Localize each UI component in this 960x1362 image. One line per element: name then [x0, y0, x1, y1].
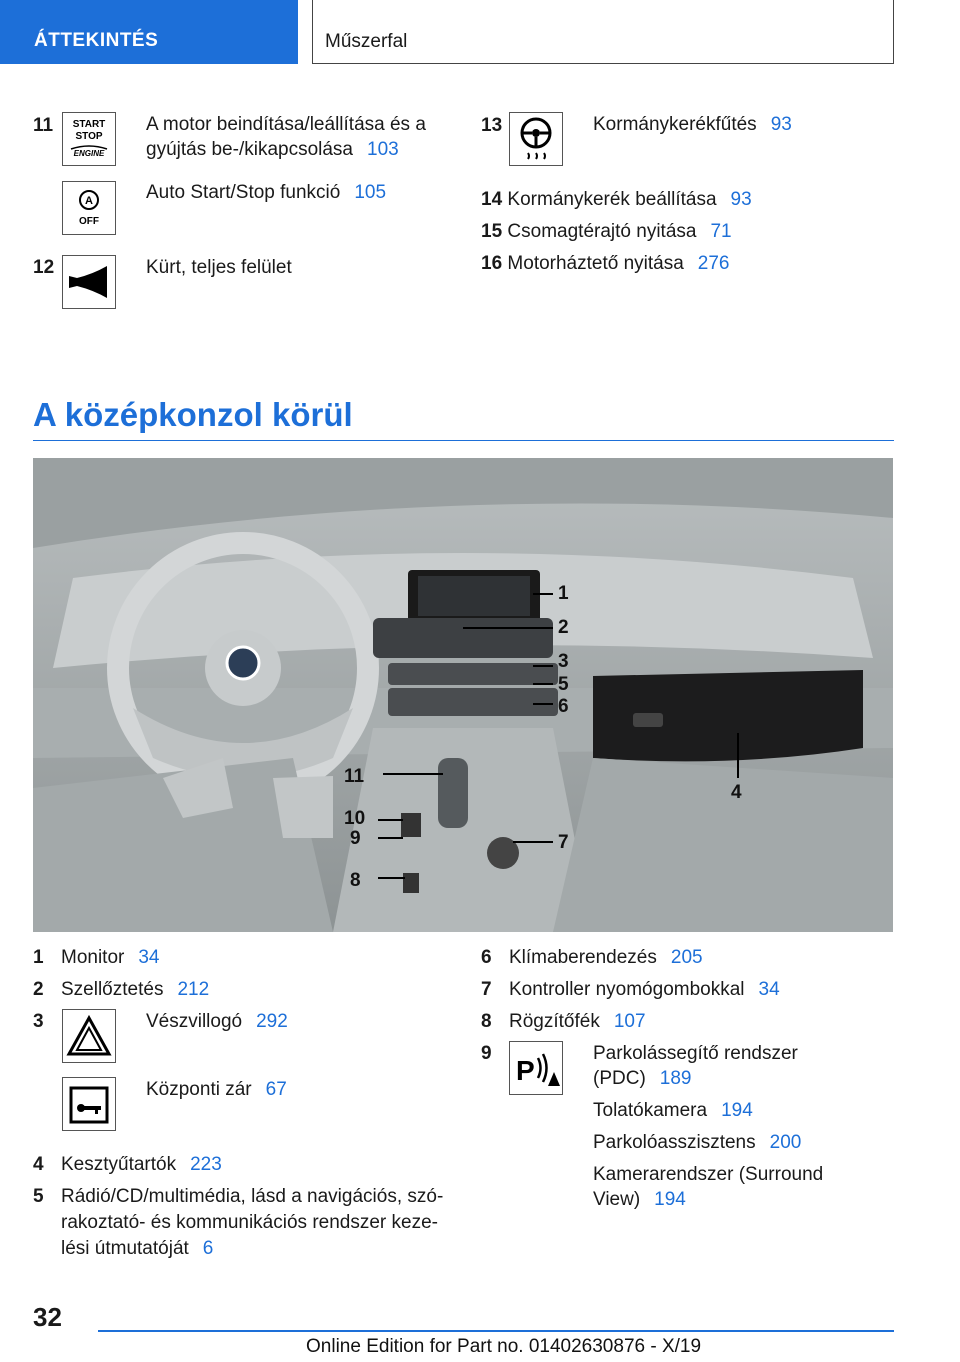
item-text: Kesztyűtartók: [61, 1154, 177, 1175]
item-text: Kürt, teljes felület: [146, 257, 292, 278]
item-number: 13: [481, 115, 503, 136]
item-number: 16: [481, 253, 503, 274]
item-text: Kormánykerék beállítása: [507, 189, 717, 210]
item-text: Parkolássegítő rendszer (PDC): [593, 1043, 798, 1089]
item-number: 11: [33, 115, 54, 136]
item-number: 4: [33, 1154, 44, 1175]
page-ref-link[interactable]: 276: [697, 253, 730, 274]
list-item: [593, 1041, 853, 1091]
list-item: [481, 945, 703, 970]
photo-label: 3: [558, 651, 569, 672]
photo-label: 11: [344, 766, 365, 787]
item-text: Csomagtérajtó nyitása: [507, 221, 697, 242]
item-text: Központi zár: [146, 1079, 252, 1100]
item-text: Parkolóasszisztens: [593, 1132, 756, 1153]
page-ref-link[interactable]: 103: [367, 139, 399, 160]
photo-label: 7: [558, 832, 569, 853]
item-number: 8: [481, 1011, 492, 1032]
photo-label: 4: [731, 782, 742, 803]
list-item: [593, 1098, 753, 1123]
title-divider: [33, 440, 894, 441]
page-ref-link[interactable]: 205: [670, 947, 703, 968]
list-item: [481, 219, 732, 244]
page-ref-link[interactable]: 71: [710, 221, 732, 242]
item-text: Monitor: [61, 947, 125, 968]
item-number: 3: [33, 1011, 44, 1032]
item-number: 1: [33, 947, 44, 968]
svg-text:OFF: OFF: [79, 216, 99, 227]
list-item: [481, 251, 730, 276]
photo-label: 2: [558, 617, 569, 638]
item-number: 2: [33, 979, 44, 1000]
photo-label: 6: [558, 696, 569, 717]
svg-text:START: START: [72, 119, 106, 130]
svg-text:ENGINE: ENGINE: [73, 149, 105, 158]
svg-text:P: P: [516, 1055, 535, 1086]
steering-wheel-heating-icon: [509, 112, 563, 166]
item-number: 5: [33, 1186, 44, 1207]
item-text: Rádió/CD/multimédia, lásd a navigációs, szó-rakoztató- és kommunikációs rendszer keze-lési útmutatóját: [61, 1186, 444, 1259]
page-ref-link[interactable]: 93: [770, 114, 792, 135]
list-item: [33, 1152, 222, 1177]
item-number: 6: [481, 947, 492, 968]
auto-start-stop-off-icon: [62, 181, 116, 235]
item-text: Klímaberendezés: [509, 947, 657, 968]
section-title: ÁTTEKINTÉS: [34, 30, 159, 51]
page-ref-link[interactable]: 194: [654, 1189, 686, 1210]
list-item: [33, 977, 210, 1002]
central-locking-icon: [62, 1077, 116, 1131]
photo-label: 10: [344, 808, 366, 829]
list-item: [146, 1009, 288, 1034]
subsection-title: Műszerfal: [325, 31, 408, 52]
list-item: [593, 112, 883, 137]
page-ref-link[interactable]: 34: [138, 947, 160, 968]
item-text: A motor beindítása/leállítása és a gyújtás be-/kikapcsolása: [146, 114, 426, 160]
list-item: [146, 1077, 287, 1102]
list-item: [481, 977, 780, 1002]
photo-label: 1: [558, 583, 569, 604]
list-item: [593, 1162, 853, 1212]
page-ref-link[interactable]: 194: [721, 1100, 753, 1121]
footer-divider: [98, 1330, 894, 1332]
list-item: [146, 180, 446, 205]
item-number: 14: [481, 189, 503, 210]
horn-icon: [62, 255, 116, 309]
center-console-photo: [33, 458, 893, 932]
section-tab: [0, 0, 298, 64]
page-ref-link[interactable]: 6: [202, 1238, 214, 1259]
park-distance-control-icon: [509, 1041, 563, 1095]
photo-label: 8: [350, 870, 361, 891]
page-ref-link[interactable]: 223: [190, 1154, 222, 1175]
photo-label: 9: [350, 828, 361, 849]
page-number: 32: [33, 1302, 62, 1332]
item-text: Kamerarendszer (Surround View): [593, 1164, 824, 1210]
list-item: [33, 1184, 453, 1259]
item-number: 7: [481, 979, 492, 1000]
list-item: [33, 945, 160, 970]
page-ref-link[interactable]: 34: [758, 979, 780, 1000]
item-text: Rögzítőfék: [509, 1011, 600, 1032]
page-ref-link[interactable]: 212: [177, 979, 210, 1000]
page-ref-link[interactable]: 107: [613, 1011, 646, 1032]
photo-label: 5: [558, 674, 569, 695]
item-text: Kontroller nyomógombokkal: [509, 979, 745, 1000]
page-ref-link[interactable]: 105: [354, 182, 387, 203]
list-item: [146, 112, 446, 162]
item-text: Kormánykerékfűtés: [593, 114, 757, 135]
page-ref-link[interactable]: 292: [256, 1011, 288, 1032]
item-text: Vészvillogó: [146, 1011, 243, 1032]
item-number: 12: [33, 257, 55, 278]
svg-text:A: A: [85, 195, 93, 207]
page-ref-link[interactable]: 67: [265, 1079, 287, 1100]
page-title: A középkonzol körül: [33, 396, 353, 433]
item-number: 15: [481, 221, 503, 242]
svg-text:STOP: STOP: [75, 131, 103, 142]
page-ref-link[interactable]: 93: [730, 189, 752, 210]
item-text: Auto Start/Stop funkció: [146, 182, 341, 203]
start-stop-engine-icon: [62, 112, 116, 166]
list-item: [481, 1009, 646, 1034]
item-text: Tolatókamera: [593, 1100, 708, 1121]
subsection-tab: [312, 0, 894, 64]
list-item: [146, 255, 446, 280]
footer-text: Online Edition for Part no. 01402630876 - X/19: [306, 1336, 702, 1357]
list-item: [593, 1130, 801, 1155]
item-text: Szellőztetés: [61, 979, 164, 1000]
hazard-warning-icon: [62, 1009, 116, 1063]
list-item: [481, 187, 752, 212]
item-text: Motorháztető nyitása: [507, 253, 684, 274]
page-ref-link[interactable]: 189: [659, 1068, 692, 1089]
page-ref-link[interactable]: 200: [769, 1132, 802, 1153]
item-number: 9: [481, 1043, 492, 1064]
